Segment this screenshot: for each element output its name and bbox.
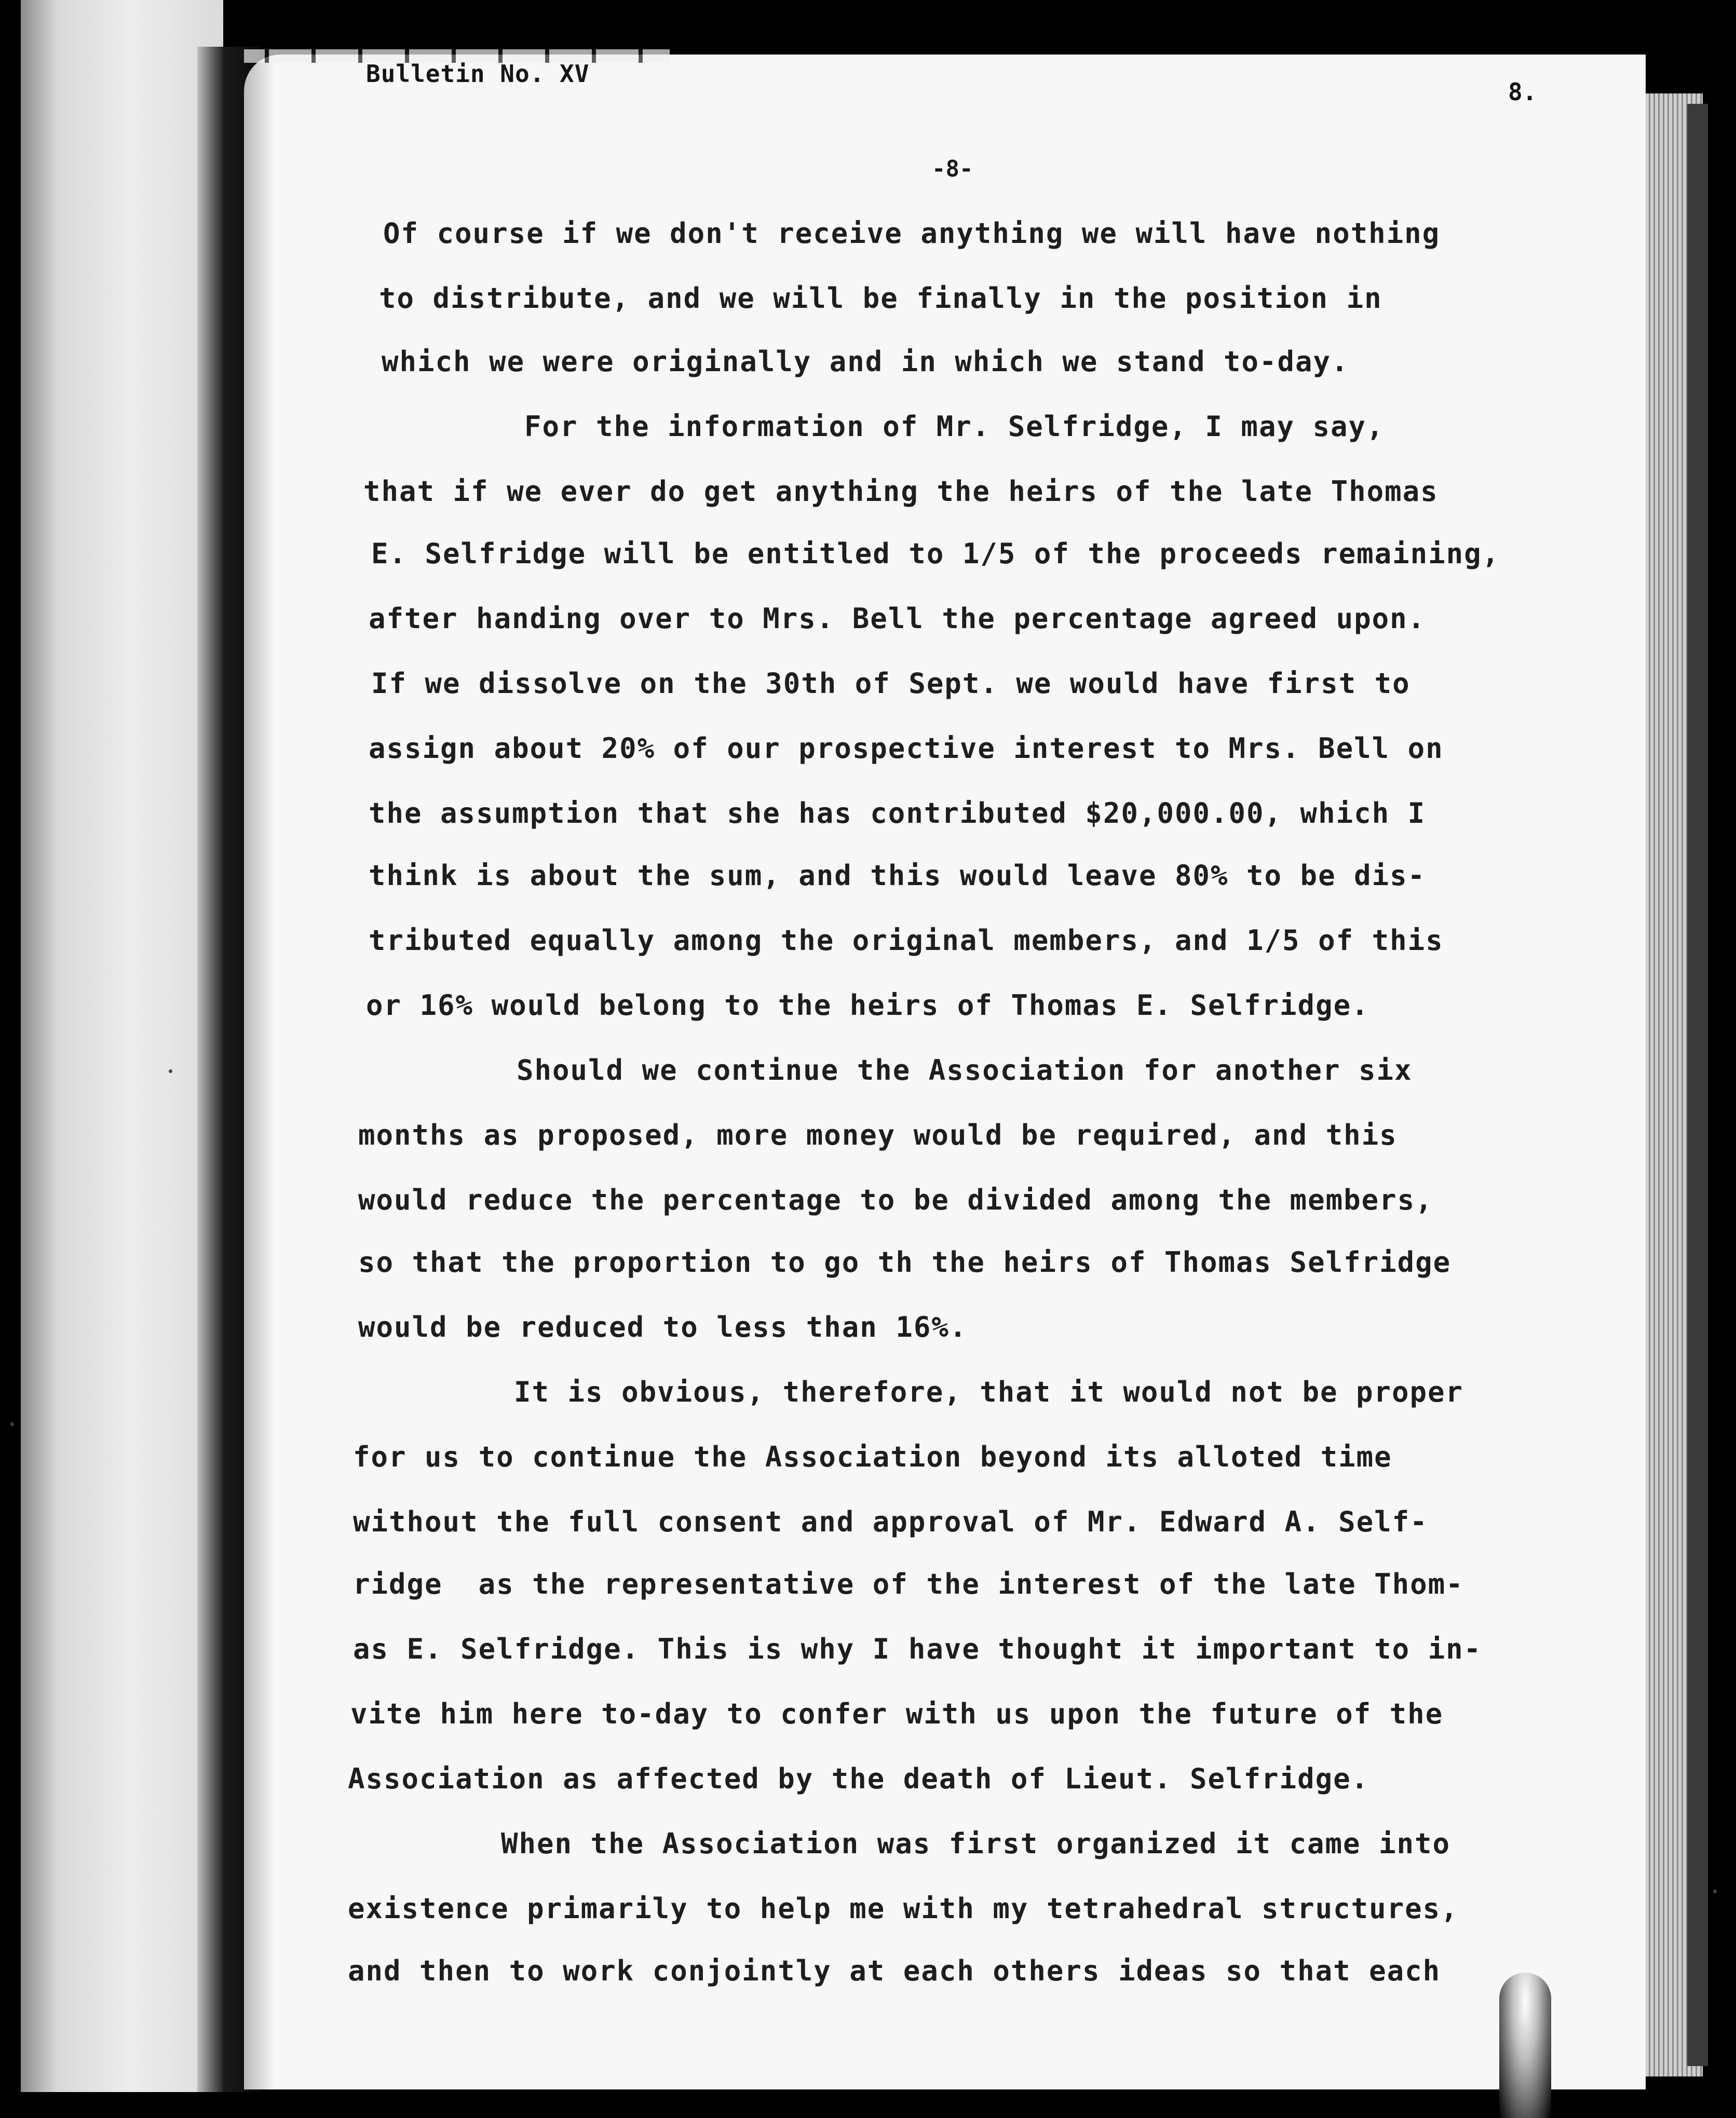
body-line: Of course if we don't receive anything we will have nothing: [383, 217, 1441, 250]
body-line: For the information of Mr. Selfridge, I may say,: [524, 410, 1385, 443]
body-line: and then to work conjointly at each others ideas so that each: [348, 1954, 1441, 1987]
body-line: existence primarily to help me with my tetrahedral structures,: [348, 1892, 1459, 1925]
body-line: or 16% would belong to the heirs of Thomas E. Selfridge.: [366, 989, 1369, 1022]
body-line: When the Association was first organized it came into: [501, 1827, 1451, 1860]
dust-speck: [169, 1069, 172, 1073]
body-line: If we dissolve on the 30th of Sept. we would have first to: [371, 667, 1410, 700]
page-curl-shadow: [244, 55, 275, 2089]
body-line: as E. Selfridge. This is why I have thought it important to in-: [353, 1633, 1482, 1665]
body-line: assign about 20% of our prospective interest to Mrs. Bell on: [369, 732, 1444, 765]
body-line: tributed equally among the original members, and 1/5 of this: [369, 924, 1444, 957]
body-line: vite him here to-day to confer with us upon the future of the: [350, 1698, 1444, 1730]
pen-tip-object: [1499, 1973, 1551, 2118]
body-line: that if we ever do get anything the heirs of the late Thomas: [363, 475, 1439, 508]
dust-speck: [1713, 1890, 1717, 1893]
body-line: Association as affected by the death of Lieut. Selfridge.: [348, 1762, 1369, 1795]
page-number: 8.: [1508, 78, 1537, 106]
body-line: so that the proportion to go th the heirs of Thomas Selfridge: [358, 1246, 1452, 1279]
body-line: without the full consent and approval of Mr. Edward A. Self-: [353, 1505, 1428, 1538]
body-line: Should we continue the Association for another six: [517, 1054, 1413, 1087]
body-line: ridge as the representative of the interest of the late Thom-: [353, 1568, 1464, 1600]
facing-page-edge: [21, 0, 223, 2092]
body-line: It is obvious, therefore, that it would not be proper: [514, 1376, 1464, 1408]
body-line: to distribute, and we will be finally in the position in: [379, 282, 1382, 315]
dust-speck: [10, 1422, 14, 1426]
body-line: E. Selfridge will be entitled to 1/5 of the proceeds remaining,: [371, 537, 1500, 570]
body-line: the assumption that she has contributed $20,000.00, which I: [369, 797, 1426, 830]
body-line: after handing over to Mrs. Bell the percentage agreed upon.: [369, 602, 1426, 635]
body-line: months as proposed, more money would be required, and this: [358, 1119, 1398, 1151]
body-line: for us to continue the Association beyond its alloted time: [353, 1441, 1392, 1473]
book-spine-edge: [1687, 104, 1708, 2066]
bulletin-header: Bulletin No. XV: [366, 60, 590, 88]
body-line: would be reduced to less than 16%.: [358, 1311, 968, 1343]
body-line: would reduce the percentage to be divided among the members,: [358, 1184, 1433, 1216]
centered-page-marker: -8-: [932, 156, 973, 182]
body-line: which we were originally and in which we stand to-day.: [382, 345, 1349, 378]
body-line: think is about the sum, and this would leave 80% to be dis-: [369, 859, 1426, 892]
